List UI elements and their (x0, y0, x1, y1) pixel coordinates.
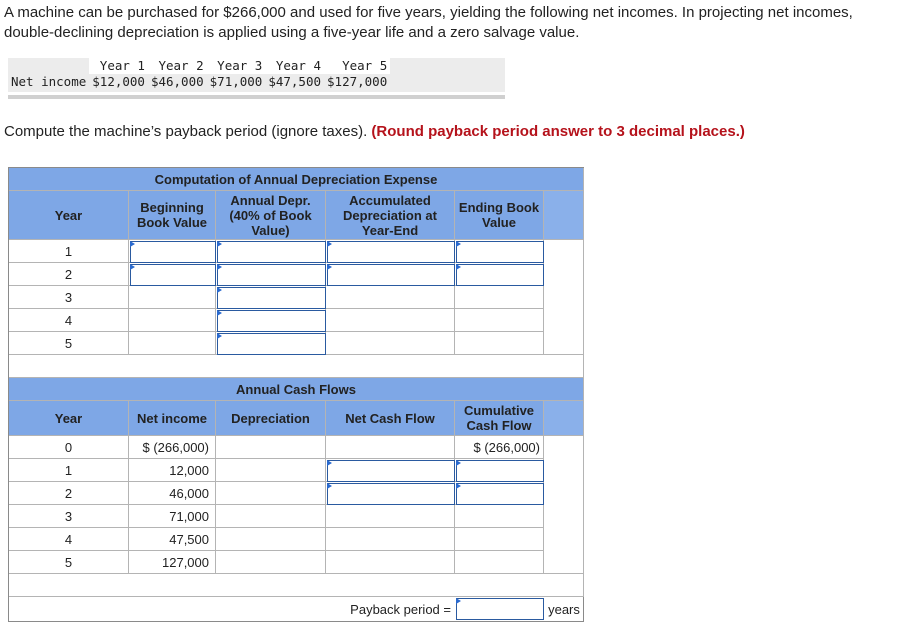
input-marker-icon (217, 241, 222, 247)
dep-accumulated-depreciation-year-2[interactable] (327, 264, 455, 286)
cf-cumulative-year-2[interactable] (456, 483, 544, 505)
net-income-year-5: $127,000 (324, 74, 390, 90)
cf-header-net-cash-flow: Net Cash Flow (326, 401, 455, 436)
cf-net-income-year-4: 47,500 (129, 528, 216, 551)
payback-period-input[interactable] (456, 598, 544, 620)
section-spacer (9, 355, 584, 378)
cf-header-cumulative-cash-flow: Cumulative Cash Flow (455, 401, 544, 436)
dep-ending-book-value-year-1[interactable] (456, 241, 544, 263)
dep-annual-depreciation-year-3[interactable] (217, 287, 326, 309)
dep-year-4: 4 (9, 309, 129, 332)
dep-header-beginning-book-value: Beginning Book Value (129, 191, 216, 240)
input-marker-icon (327, 264, 332, 270)
year-2-header: Year 2 (148, 58, 207, 74)
problem-line-1: A machine can be purchased for $266,000 and used for five years, yielding the following net incomes. In projecting net incomes, (4, 4, 853, 21)
input-marker-icon (327, 241, 332, 247)
net-income-row-label: Net income (8, 74, 89, 90)
dep-year-2: 2 (9, 263, 129, 286)
cf-cumulative-year-0: $ (266,000) (455, 436, 544, 459)
net-income-table-divider (8, 95, 505, 99)
cf-net-income-year-0: $ (266,000) (129, 436, 216, 459)
dep-annual-depreciation-year-5[interactable] (217, 333, 326, 355)
input-marker-icon (456, 241, 461, 247)
cf-header-year: Year (9, 401, 129, 436)
cf-year-3: 3 (9, 505, 129, 528)
worksheet-grid (8, 167, 584, 622)
input-marker-icon (456, 460, 461, 466)
depreciation-section-title: Computation of Annual Depreciation Expense (9, 168, 584, 191)
dep-beginning-book-value-year-2[interactable] (130, 264, 216, 286)
dep-year-1: 1 (9, 240, 129, 263)
net-income-year-4: $47,500 (265, 74, 324, 90)
input-marker-icon (217, 310, 222, 316)
dep-header-blank (544, 191, 584, 240)
cf-net-cash-flow-year-1[interactable] (327, 460, 455, 482)
cf-header-blank (544, 401, 584, 436)
input-marker-icon (456, 264, 461, 270)
problem-line-2: double-declining depreciation is applied using a five-year life and a zero salvage value. (4, 24, 580, 41)
cf-net-income-year-3: 71,000 (129, 505, 216, 528)
payback-period-label: Payback period = (350, 601, 451, 617)
dep-year-3: 3 (9, 286, 129, 309)
dep-header-annual-depreciation: Annual Depr. (40% of Book Value) (216, 191, 326, 240)
year-3-header: Year 3 (207, 58, 266, 74)
input-marker-icon (130, 241, 135, 247)
input-marker-icon (217, 333, 222, 339)
payback-period-unit: years (548, 601, 580, 617)
input-marker-icon (327, 460, 332, 466)
input-marker-icon (456, 483, 461, 489)
net-income-year-3: $71,000 (207, 74, 266, 90)
cf-year-5: 5 (9, 551, 129, 574)
net-income-year-2: $46,000 (148, 74, 207, 90)
cf-header-net-income: Net income (129, 401, 216, 436)
input-marker-icon (456, 598, 461, 604)
input-marker-icon (217, 287, 222, 293)
cf-net-income-year-2: 46,000 (129, 482, 216, 505)
year-1-header: Year 1 (89, 58, 148, 74)
payback-spacer (9, 574, 584, 597)
cf-header-depreciation: Depreciation (216, 401, 326, 436)
dep-accumulated-depreciation-year-1[interactable] (327, 241, 455, 263)
cash-flows-section-title: Annual Cash Flows (9, 378, 584, 401)
dep-ending-book-value-year-2[interactable] (456, 264, 544, 286)
cf-cumulative-year-1[interactable] (456, 460, 544, 482)
problem-statement (4, 3, 914, 43)
dep-header-year: Year (9, 191, 129, 240)
instruction-text: Compute the machine’s payback period (ignore taxes). (4, 123, 372, 140)
input-marker-icon (130, 264, 135, 270)
cf-net-income-year-5: 127,000 (129, 551, 216, 574)
input-marker-icon (217, 264, 222, 270)
dep-annual-depreciation-year-1[interactable] (217, 241, 326, 263)
net-income-table (8, 58, 390, 90)
dep-annual-depreciation-year-2[interactable] (217, 264, 326, 286)
cf-year-0: 0 (9, 436, 129, 459)
year-5-header: Year 5 (324, 58, 390, 74)
dep-annual-depreciation-year-4[interactable] (217, 310, 326, 332)
cf-year-4: 4 (9, 528, 129, 551)
dep-beginning-book-value-year-1[interactable] (130, 241, 216, 263)
cf-net-income-year-1: 12,000 (129, 459, 216, 482)
cf-year-2: 2 (9, 482, 129, 505)
year-4-header: Year 4 (265, 58, 324, 74)
net-income-year-1: $12,000 (89, 74, 148, 90)
cf-net-cash-flow-year-2[interactable] (327, 483, 455, 505)
dep-header-accumulated-depreciation: Accumulated Depreciation at Year-End (326, 191, 455, 240)
instruction (4, 123, 745, 140)
cf-year-1: 1 (9, 459, 129, 482)
rounding-instruction: (Round payback period answer to 3 decimal places.) (371, 123, 745, 140)
input-marker-icon (327, 483, 332, 489)
dep-year-5: 5 (9, 332, 129, 355)
dep-header-ending-book-value: Ending Book Value (455, 191, 544, 240)
